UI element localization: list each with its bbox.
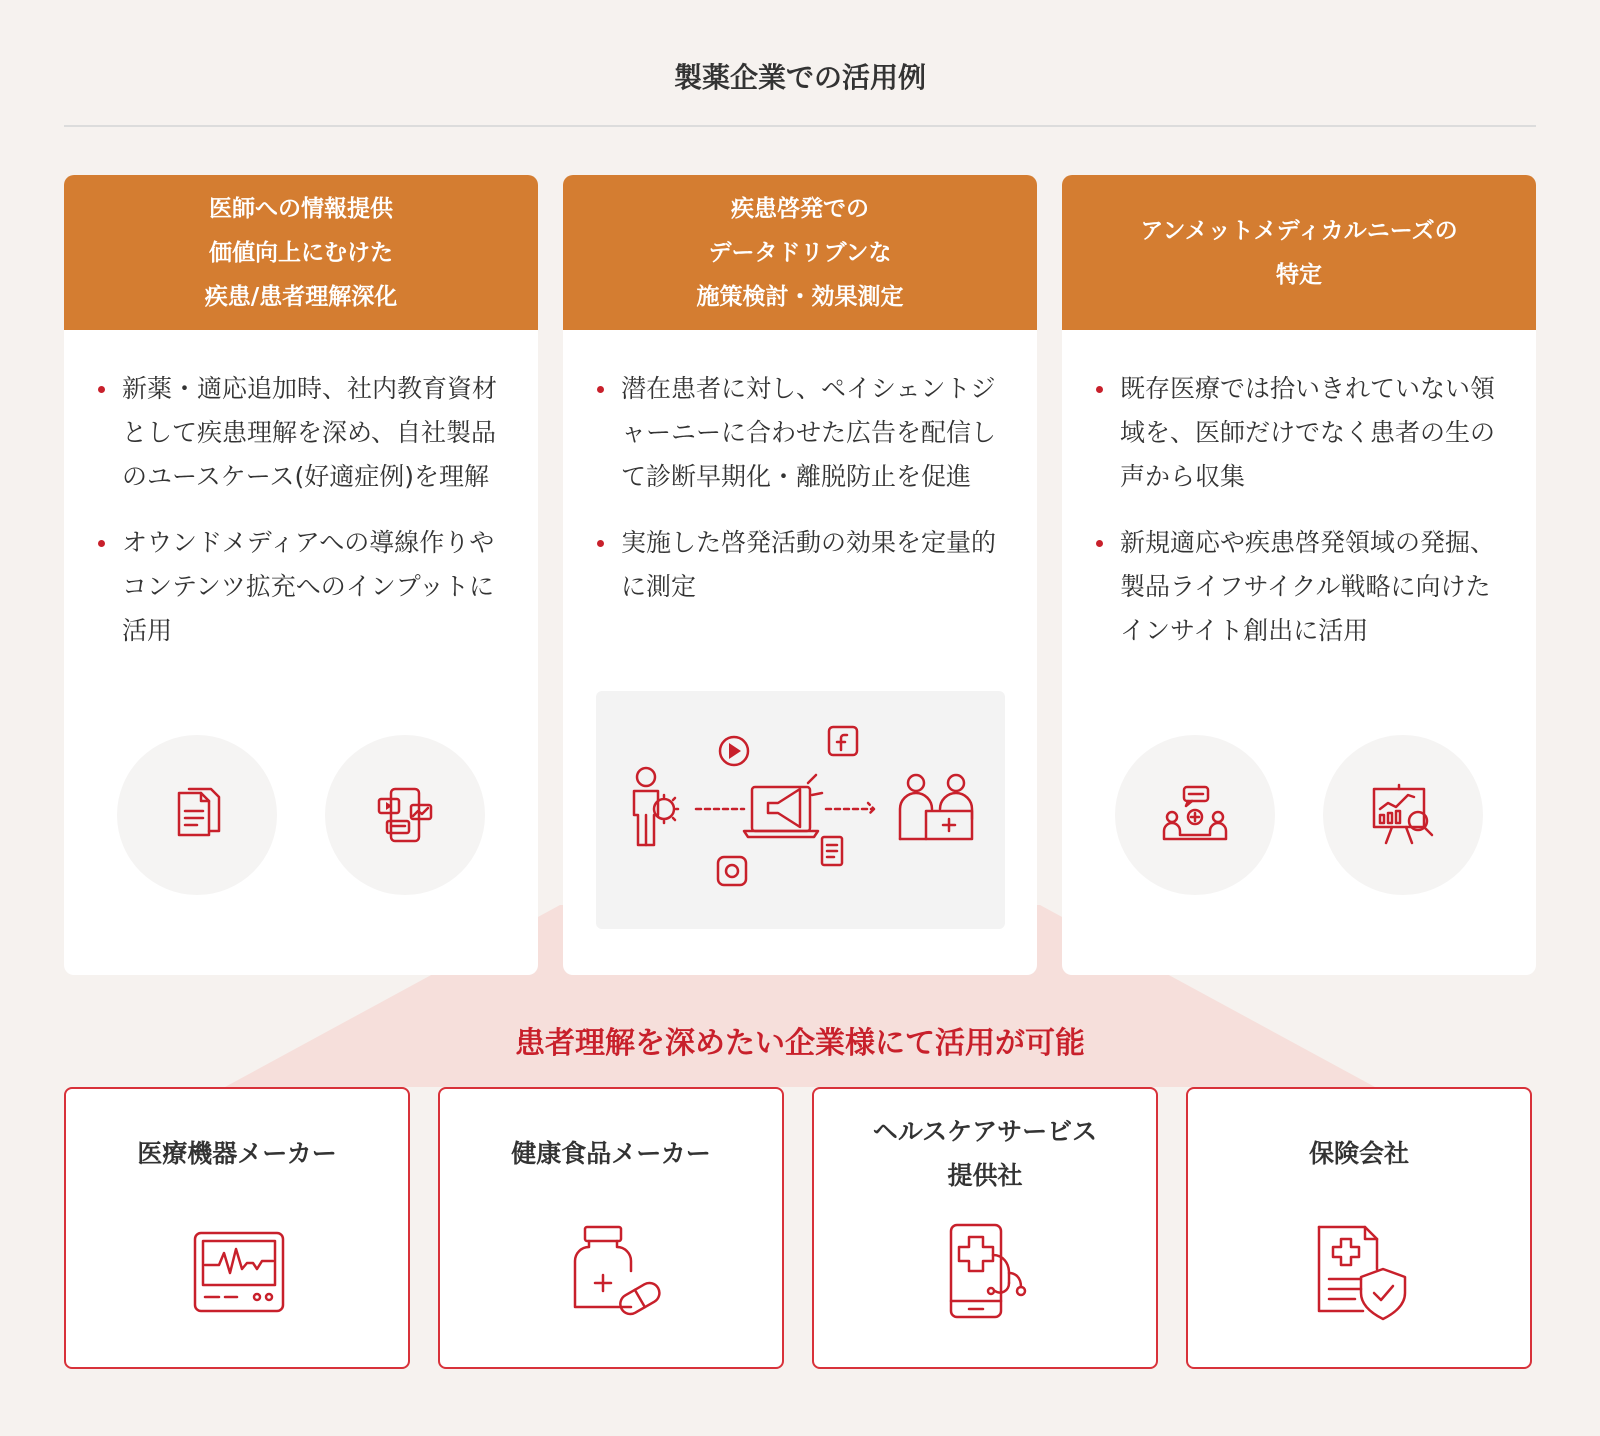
company-label: ヘルスケアサービス 提供社 [872, 1117, 1098, 1190]
company-label: 医療機器メーカー [137, 1139, 337, 1168]
company-box-healthcare-service [812, 1087, 1158, 1369]
company-box-health-food [438, 1087, 784, 1369]
bullet-item: 新規適応や疾患啓発領域の発掘、製品ライフサイクル戦略に向けたインサイト創出に活用 [1120, 521, 1510, 653]
supplement-bottle-icon [563, 1221, 663, 1321]
card-header: アンメットメディカルニーズの 特定 [1062, 175, 1536, 330]
use-case-card-disease-awareness [563, 175, 1037, 975]
bullet-item: 既存医療では拾いきれていない領域を、医師だけでなく患者の生の声から収集 [1120, 367, 1510, 499]
title-divider [64, 125, 1536, 127]
patient-voice-icon [1115, 735, 1275, 895]
play-icon [720, 737, 748, 765]
documents-icon [117, 735, 277, 895]
card-header: 医師への情報提供 価値向上にむけた 疾患/患者理解深化 [64, 175, 538, 330]
bullet-list [64, 330, 538, 653]
analytics-presentation-icon [1323, 735, 1483, 895]
bullet-item: 新薬・適応追加時、社内教育資材として疾患理解を深め、自社製品のユースケース(好適症例)を理解 [122, 367, 512, 499]
facebook-icon [829, 727, 857, 755]
patient-journey-illustration [596, 691, 1005, 929]
document-icon [822, 837, 842, 865]
bullet-list [1062, 330, 1536, 653]
digital-media-icon [325, 735, 485, 895]
bullet-item: 実施した啓発活動の効果を定量的に測定 [621, 521, 1011, 609]
company-label: 健康食品メーカー [511, 1139, 711, 1168]
medical-monitor-icon [189, 1221, 289, 1321]
bullet-item: 潜在患者に対し、ペイシェントジャーニーに合わせた広告を配信して診断早期化・離脱防止を促進 [621, 367, 1011, 499]
company-label: 保険会社 [1308, 1139, 1409, 1168]
megaphone-laptop-icon [744, 775, 822, 837]
use-case-card-doctor-info [64, 175, 538, 975]
patient-virus-icon [634, 768, 678, 845]
card-header: 疾患啓発での データドリブンな 施策検討・効果測定 [563, 175, 1037, 330]
company-box-medical-device [64, 1087, 410, 1369]
page-title: 製薬企業での活用例 [673, 61, 926, 94]
use-case-card-unmet-needs [1062, 175, 1536, 975]
conclusion-text: 患者理解を深めたい企業様にて活用が可能 [515, 1026, 1085, 1061]
doctor-consultation-icon [900, 775, 972, 839]
bullet-item: オウンドメディアへの導線作りやコンテンツ拡充へのインプットに活用 [122, 521, 512, 653]
instagram-icon [718, 857, 746, 885]
company-box-insurance [1186, 1087, 1532, 1369]
bullet-list [563, 330, 1037, 609]
insurance-shield-icon [1311, 1221, 1411, 1321]
health-app-phone-icon [937, 1221, 1037, 1321]
